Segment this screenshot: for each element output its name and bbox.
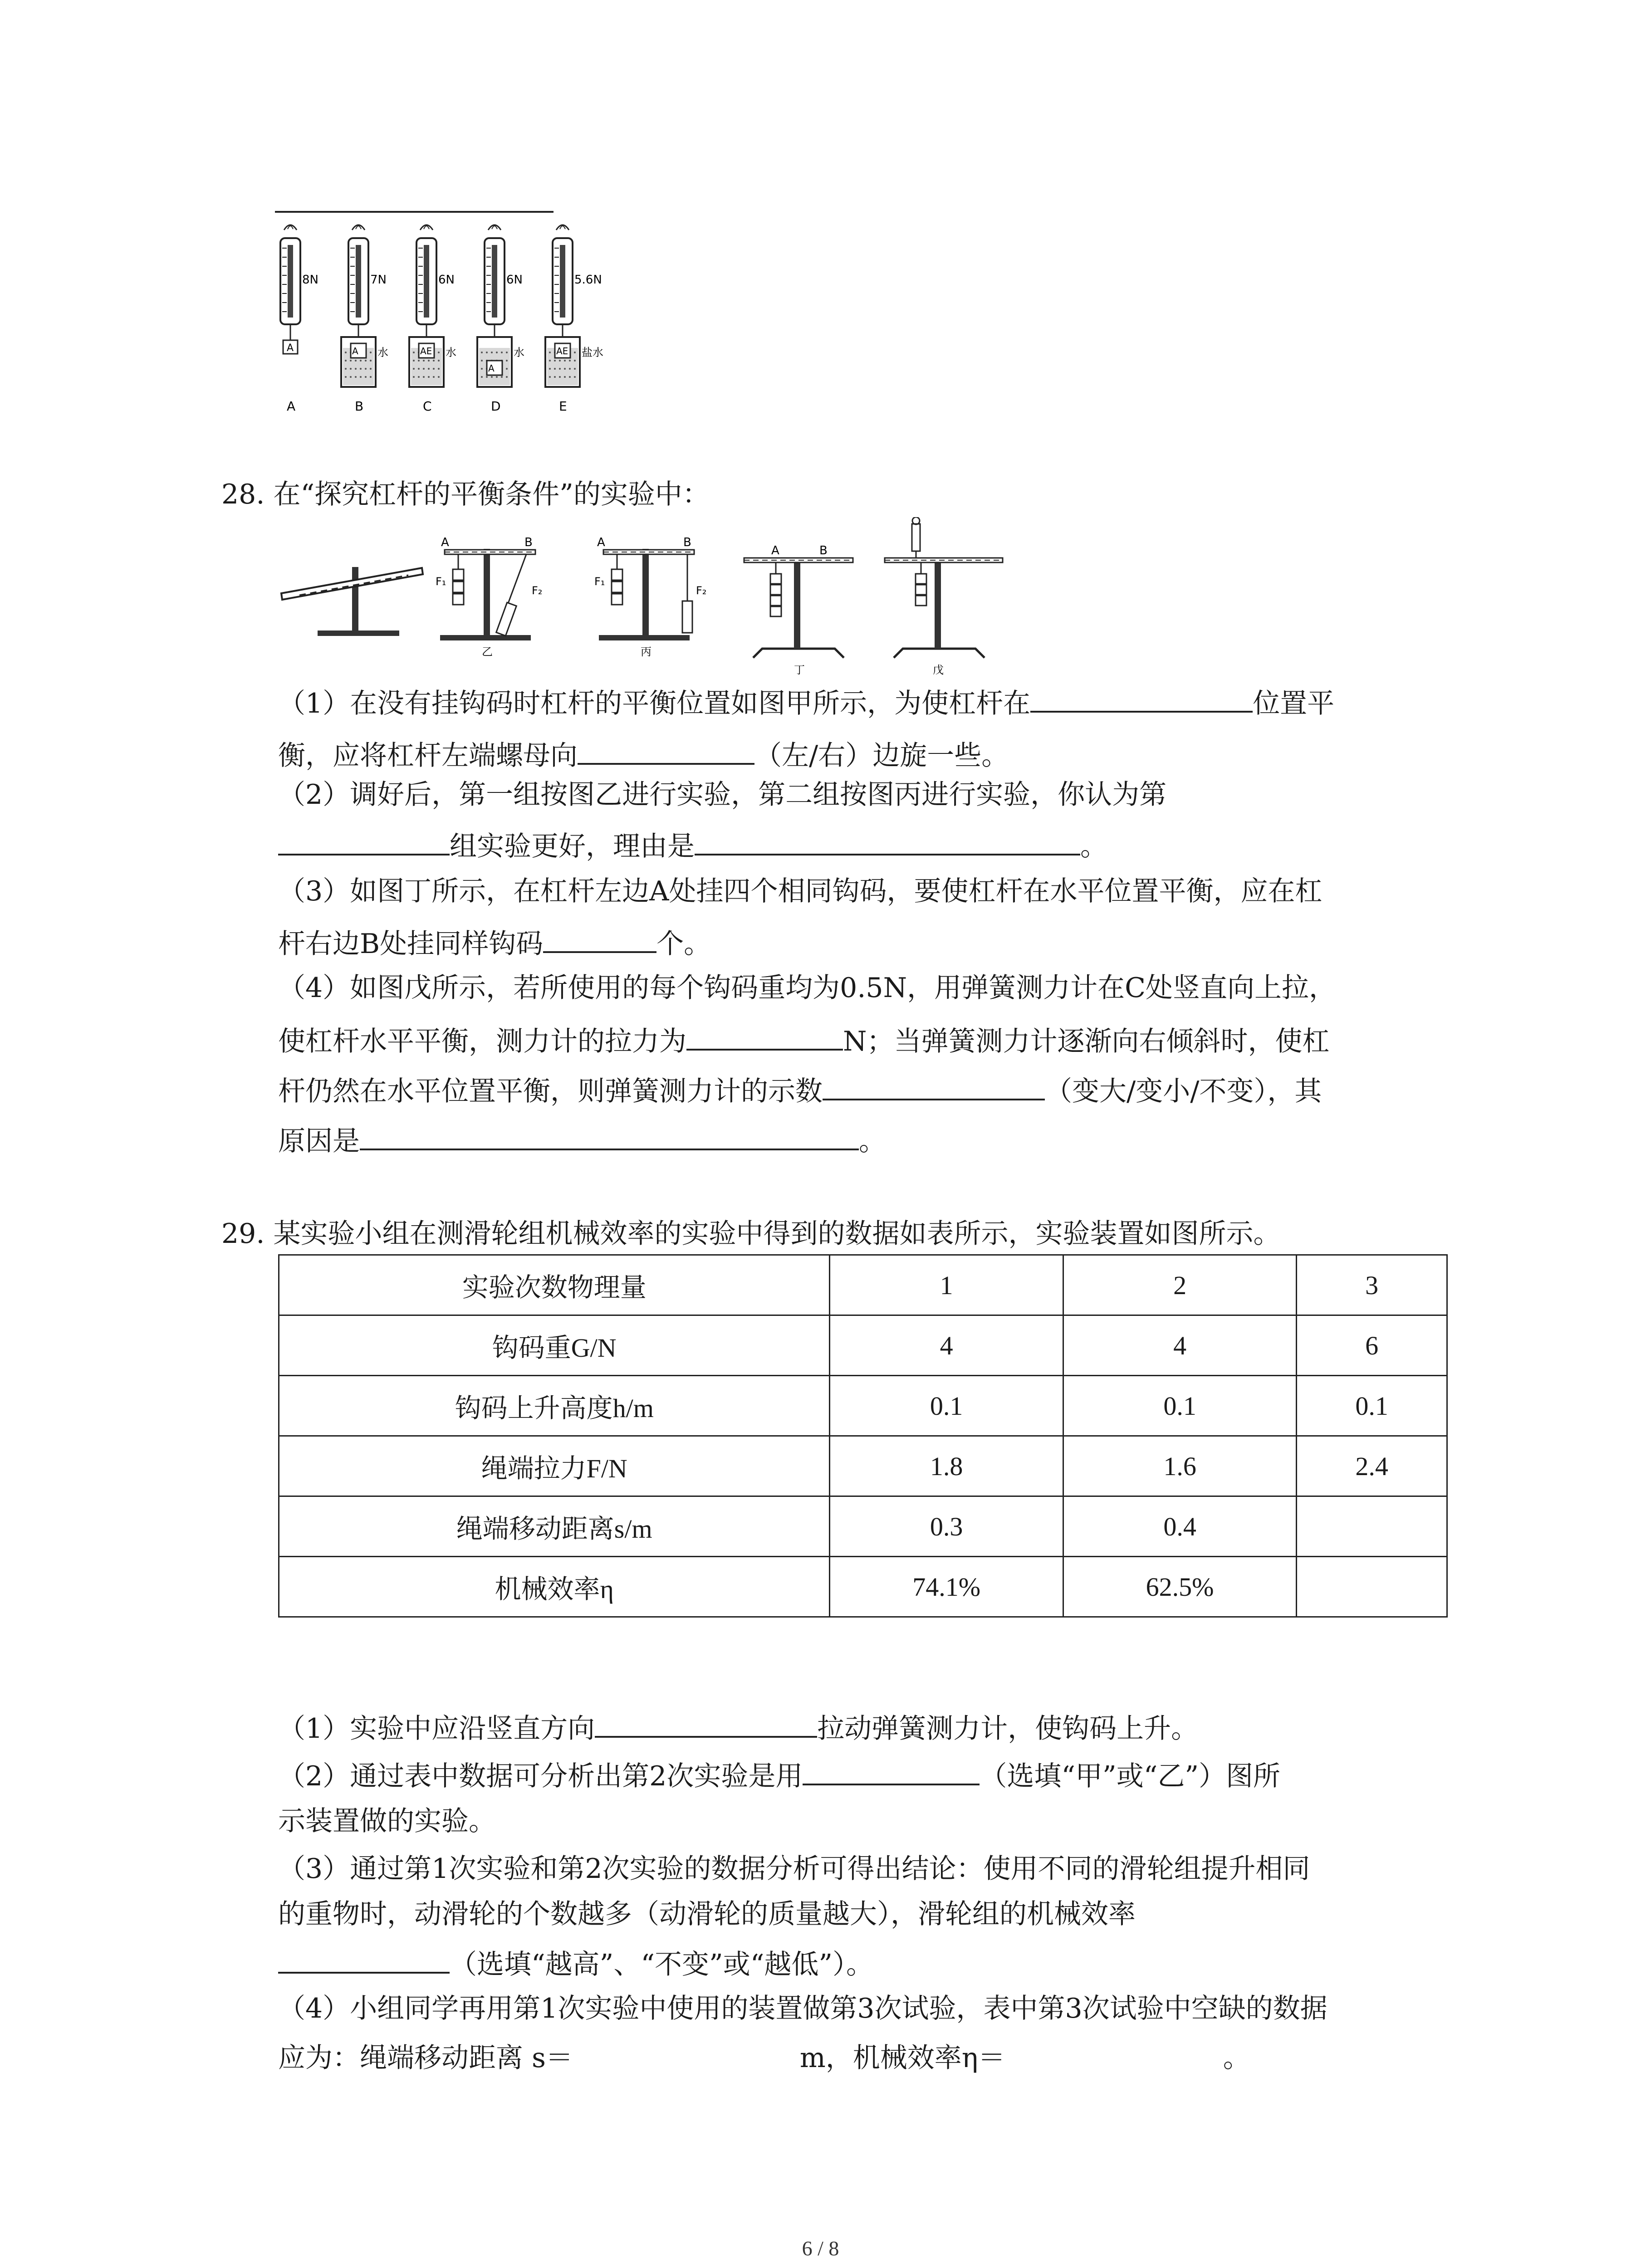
spring-scale-label: E: [559, 399, 567, 414]
answer-blank[interactable]: [278, 830, 450, 855]
lever-figure-jia: [281, 567, 423, 636]
table-cell: 4: [1063, 1315, 1296, 1376]
table-cell: 钩码重G/N: [279, 1315, 830, 1376]
spring-reading: 6N: [438, 273, 455, 287]
answer-blank[interactable]: [803, 1760, 980, 1785]
lever-figure-wu: [885, 517, 1003, 676]
table-header-cell: 1: [830, 1255, 1063, 1315]
table-cell: 0.3: [830, 1496, 1063, 1557]
table-cell: 2.4: [1297, 1436, 1447, 1496]
svg-text:丁: 丁: [794, 664, 805, 676]
svg-text:A: A: [771, 544, 779, 557]
liquid-label: 水: [377, 346, 388, 359]
q29-part3-line2: 的重物时，动滑轮的个数越多（动滑轮的质量越大），滑轮组的机械效率: [278, 1898, 1136, 1930]
q29-part4-line2: 应为：绳端移动距离 s＝ m，机械效率η＝ 。: [278, 2042, 1250, 2074]
answer-blank[interactable]: [573, 2043, 800, 2067]
spring-reading: 5.6N: [574, 273, 602, 287]
q28-part3-line2: 杆右边B处挂同样钩码 个。: [278, 928, 711, 960]
table-cell[interactable]: [1297, 1496, 1447, 1557]
table-header-cell: 实验次数物理量: [279, 1255, 830, 1315]
liquid-label: 盐水: [582, 346, 603, 359]
svg-text:F₂: F₂: [532, 584, 543, 597]
spring-reading: 6N: [506, 273, 523, 287]
liquid-label: 水: [446, 346, 456, 359]
data-table: [278, 1254, 1448, 1618]
svg-text:B: B: [819, 544, 828, 557]
table-row: [279, 1557, 1447, 1617]
answer-blank[interactable]: [695, 830, 1080, 855]
q28-part2-line1: （2）调好后，第一组按图乙进行实验，第二组按图丙进行实验，你认为第: [278, 779, 1167, 811]
q28-part3-line1: （3）如图丁所示，在杠杆左边A处挂四个相同钩码，要使杠杆在水平位置平衡，应在杠: [278, 875, 1323, 907]
svg-text:丙: 丙: [641, 645, 652, 658]
table-row: [279, 1436, 1447, 1496]
svg-text:A: A: [597, 536, 605, 549]
table-cell: 0.1: [1297, 1376, 1447, 1436]
spring-scale-A: [280, 225, 318, 414]
lever-figures: [272, 517, 1071, 680]
q29-part3-line1: （3）通过第1次实验和第2次实验的数据分析可得出结论：使用不同的滑轮组提升相同: [278, 1853, 1310, 1885]
table-row: [279, 1496, 1447, 1557]
q28-part4-line3: 杆仍然在水平位置平衡，则弹簧测力计的示数 （变大/变小/不变），其: [278, 1075, 1322, 1107]
table-cell: 1.8: [830, 1436, 1063, 1496]
svg-text:戊: 戊: [933, 664, 944, 676]
table-cell: 机械效率η: [279, 1557, 830, 1617]
svg-text:B: B: [683, 536, 691, 549]
answer-blank[interactable]: [1030, 687, 1253, 713]
spring-scale-figure: [272, 220, 617, 424]
q28-part4-line1: （4）如图戊所示，若所使用的每个钩码重均为0.5N，用弹簧测力计在C处竖直向上拉，: [278, 972, 1336, 1004]
block-label: AE: [556, 346, 568, 357]
table-cell: 0.1: [830, 1376, 1063, 1436]
svg-text:F₁: F₁: [594, 575, 605, 588]
spring-scale-E: [545, 225, 603, 414]
table-cell: 钩码上升高度h/m: [279, 1376, 830, 1436]
q28-part1-line1: （1）在没有挂钩码时杠杆的平衡位置如图甲所示，为使杠杆在 位置平: [278, 688, 1335, 719]
spring-reading: 7N: [370, 273, 387, 287]
table-cell: 0.4: [1063, 1496, 1296, 1557]
svg-text:F₁: F₁: [436, 575, 446, 588]
spring-scale-C: [409, 225, 456, 414]
svg-text:F₂: F₂: [696, 584, 707, 597]
top-answer-line: [275, 211, 554, 213]
q28-part4-line4: 原因是 。: [278, 1125, 886, 1157]
table-cell: 1.6: [1063, 1436, 1296, 1496]
lever-figure-bing: [594, 536, 706, 658]
spring-scale-label: B: [355, 399, 364, 414]
spring-scale-label: A: [287, 399, 296, 414]
q29-part2-line1: （2）通过表中数据可分析出第2次实验是用 （选填“甲”或“乙”）图所: [278, 1760, 1281, 1792]
table-cell[interactable]: [1297, 1557, 1447, 1617]
spring-scale-B: [341, 225, 388, 414]
table-cell: 绳端移动距离s/m: [279, 1496, 830, 1557]
table-cell: 6: [1297, 1315, 1447, 1376]
block-label: A: [352, 346, 358, 357]
spring-scale-label: D: [491, 399, 501, 414]
spring-scale-label: C: [423, 399, 432, 414]
table-row: [279, 1315, 1447, 1376]
table-header-cell: 2: [1063, 1255, 1296, 1315]
table-cell: 0.1: [1063, 1376, 1296, 1436]
q28-part1-line2: 衡，应将杠杆左端螺母向 （左/右）边旋一些。: [278, 740, 1009, 772]
q28-part2-line2: 组实验更好，理由是 。: [278, 830, 1107, 860]
page-number: 6 / 8: [802, 2237, 839, 2260]
table-header-cell: 3: [1297, 1255, 1447, 1315]
table-cell: 74.1%: [830, 1557, 1063, 1617]
table-cell: 4: [830, 1315, 1063, 1376]
q29-part2-line2: 示装置做的实验。: [278, 1805, 496, 1837]
table-header-row: [279, 1255, 1447, 1315]
block-label: AE: [420, 346, 432, 357]
answer-blank[interactable]: [823, 1075, 1045, 1100]
svg-text:A: A: [441, 536, 449, 549]
answer-blank[interactable]: [595, 1712, 817, 1738]
svg-text:乙: 乙: [482, 645, 493, 658]
answer-blank[interactable]: [686, 1025, 843, 1051]
q28-title: 28. 在“探究杠杆的平衡条件”的实验中：: [221, 479, 710, 510]
answer-blank[interactable]: [1005, 2043, 1223, 2067]
answer-blank[interactable]: [360, 1125, 859, 1150]
q29-part4-line1: （4）小组同学再用第1次实验中使用的装置做第3次试验，表中第3次试验中空缺的数据: [278, 1993, 1327, 2024]
table-row: [279, 1376, 1447, 1436]
table-cell: 绳端拉力F/N: [279, 1436, 830, 1496]
block-label: A: [287, 342, 294, 354]
answer-blank[interactable]: [278, 1948, 450, 1974]
answer-blank[interactable]: [543, 928, 656, 953]
answer-blank[interactable]: [578, 739, 754, 765]
lever-figure-ding: [744, 544, 853, 676]
spring-reading: 8N: [302, 273, 318, 287]
q29-title: 29. 某实验小组在测滑轮组机械效率的实验中得到的数据如表所示，实验装置如图所示。: [221, 1218, 1281, 1250]
spring-scale-D: [477, 225, 524, 414]
q29-part3-line3: （选填“越高”、“不变”或“越低”）。: [278, 1948, 873, 1978]
block-label: A: [488, 363, 495, 374]
svg-text:B: B: [524, 536, 533, 549]
q29-part1: （1）实验中应沿竖直方向 拉动弹簧测力计，使钩码上升。: [278, 1713, 1199, 1745]
liquid-label: 水: [514, 346, 524, 359]
q28-part4-line2: 使杠杆水平平衡，测力计的拉力为 N；当弹簧测力计逐渐向右倾斜时，使杠: [278, 1026, 1330, 1057]
lever-figure-yi: [436, 536, 542, 658]
table-cell: 62.5%: [1063, 1557, 1296, 1617]
